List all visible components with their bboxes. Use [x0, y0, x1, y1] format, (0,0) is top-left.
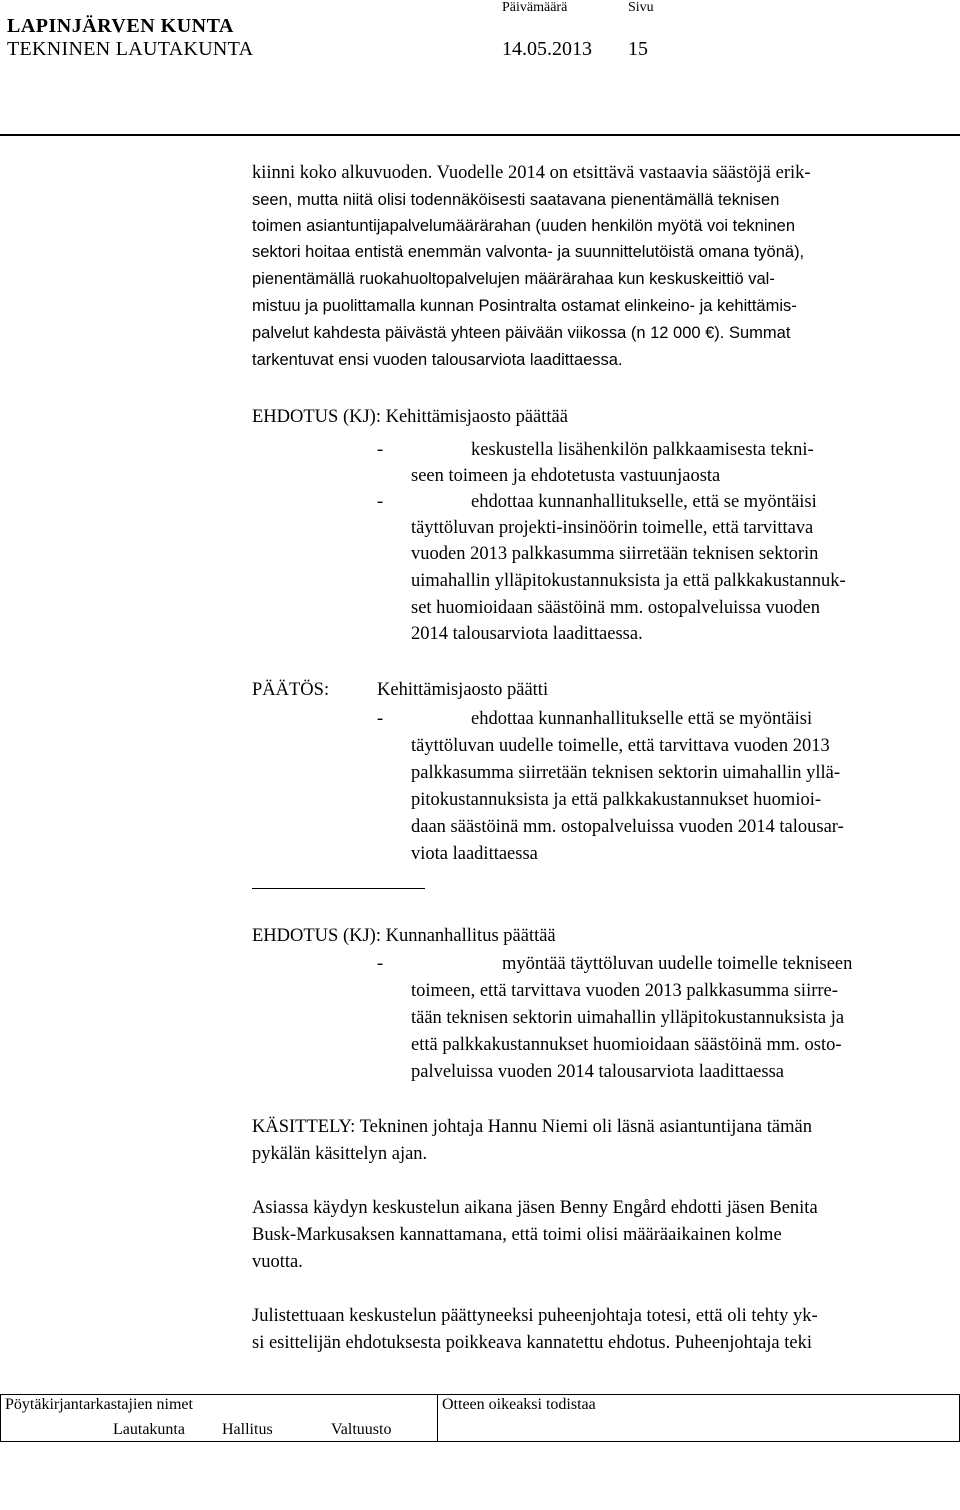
list-item-continued: täyttöluvan projekti-insinöörin toimelle, että tarvittava: [411, 518, 814, 538]
header-rule: [0, 134, 960, 136]
text-line: kiinni koko alkuvuoden. Vuodelle 2014 on etsittävä vastaavia säästöjä erik-: [252, 163, 811, 183]
list-item-continued: palkkasumma siirretään teknisen sektorin uimahallin yllä-: [411, 763, 840, 783]
list-item-continued: viota laadittaessa: [411, 844, 538, 864]
list-item-continued: palveluissa vuoden 2014 talousarviota laadittaessa: [411, 1062, 784, 1082]
proposal-heading: EHDOTUS (KJ): Kunnanhallitus päättää: [252, 926, 556, 946]
lautakunta-label: Lautakunta: [113, 1421, 185, 1438]
text-line: KÄSITTELY: Tekninen johtaja Hannu Niemi oli läsnä asiantuntijana tämän: [252, 1117, 812, 1137]
page-label: Sivu: [628, 0, 654, 15]
text-line: palvelut kahdesta päivästä yhteen päivään viikossa (n 12 000 €). Summat: [252, 324, 791, 342]
text-line: Julistettuaan keskustelun päättyneeksi puheenjohtaja totesi, että oli tehty yk-: [252, 1306, 818, 1326]
separator-line: [252, 888, 425, 889]
list-bullet: -: [377, 440, 384, 460]
list-bullet: -: [377, 492, 384, 512]
decision-heading: Kehittämisjaosto päätti: [377, 680, 549, 700]
list-item: ehdottaa kunnanhallitukselle että se myöntäisi: [471, 709, 813, 729]
text-line: tarkentuvat ensi vuoden talousarviota laadittaessa.: [252, 351, 623, 369]
list-item-continued: vuoden 2013 palkkasumma siirretään teknisen sektorin: [411, 544, 819, 564]
list-bullet: -: [377, 709, 384, 729]
list-item-continued: tään teknisen sektorin uimahallin ylläpitokustannuksista ja: [411, 1008, 845, 1028]
hallitus-label: Hallitus: [222, 1421, 273, 1438]
list-bullet: -: [377, 954, 384, 974]
list-item-continued: 2014 talousarviota laadittaessa.: [411, 624, 643, 644]
list-item-continued: daan säästöinä mm. ostopalveluissa vuoden 2014 talousar-: [411, 817, 844, 837]
list-item-continued: set huomioidaan säästöinä mm. ostopalveluissa vuoden: [411, 598, 820, 618]
list-item-continued: täyttöluvan uudelle toimelle, että tarvittava vuoden 2013: [411, 736, 830, 756]
list-item-continued: että palkkakustannukset huomioidaan säästöinä mm. osto-: [411, 1035, 842, 1055]
page-number: 15: [628, 38, 648, 60]
text-line: si esittelijän ehdotuksesta poikkeava kannatettu ehdotus. Puheenjohtaja teki: [252, 1333, 812, 1353]
text-line: seen, mutta niitä olisi todennäköisesti saatavana pienentämällä teknisen: [252, 191, 780, 209]
certification-label: Otteen oikeaksi todistaa: [442, 1396, 596, 1413]
valtuusto-label: Valtuusto: [331, 1421, 392, 1438]
text-line: mistuu ja puolittamalla kunnan Posintralta ostamat elinkeino- ja kehittämis-: [252, 297, 797, 315]
department-name: TEKNINEN LAUTAKUNTA: [7, 38, 254, 60]
text-line: Asiassa käydyn keskustelun aikana jäsen Benny Engård ehdotti jäsen Benita: [252, 1198, 818, 1218]
list-item: ehdottaa kunnanhallitukselle, että se myöntäisi: [471, 492, 817, 512]
list-item-continued: seen toimeen ja ehdotetusta vastuunjaosta: [411, 466, 721, 486]
list-item: myöntää täyttöluvan uudelle toimelle tekniseen: [502, 954, 853, 974]
text-line: pykälän käsittelyn ajan.: [252, 1144, 428, 1164]
decision-label: PÄÄTÖS:: [252, 680, 330, 700]
text-line: toimen asiantuntijapalvelumäärärahan (uuden henkilön myötä voi tekninen: [252, 217, 796, 235]
document-date: 14.05.2013: [502, 38, 592, 60]
text-line: vuotta.: [252, 1252, 303, 1272]
text-line: sektori hoitaa entistä enemmän valvonta- ja suunnittelutöistä omana työnä),: [252, 243, 805, 261]
organization-name: LAPINJÄRVEN KUNTA: [7, 15, 234, 37]
reviewers-label: Pöytäkirjantarkastajien nimet: [5, 1396, 193, 1413]
list-item-continued: uimahallin ylläpitokustannuksista ja että palkkakustannuk-: [411, 571, 846, 591]
proposal-heading: EHDOTUS (KJ): Kehittämisjaosto päättää: [252, 407, 568, 427]
list-item-continued: pitokustannuksista ja että palkkakustannukset huomioi-: [411, 790, 822, 810]
list-item: keskustella lisähenkilön palkkaamisesta tekni-: [471, 440, 814, 460]
date-label: Päivämäärä: [502, 0, 568, 15]
text-line: Busk-Markusaksen kannattamana, että toimi olisi määräaikainen kolme: [252, 1225, 782, 1245]
list-item-continued: toimeen, että tarvittava vuoden 2013 palkkasumma siirre-: [411, 981, 838, 1001]
text-line: pienentämällä ruokahuoltopalvelujen määrärahaa kun keskuskeittiö val-: [252, 270, 775, 288]
